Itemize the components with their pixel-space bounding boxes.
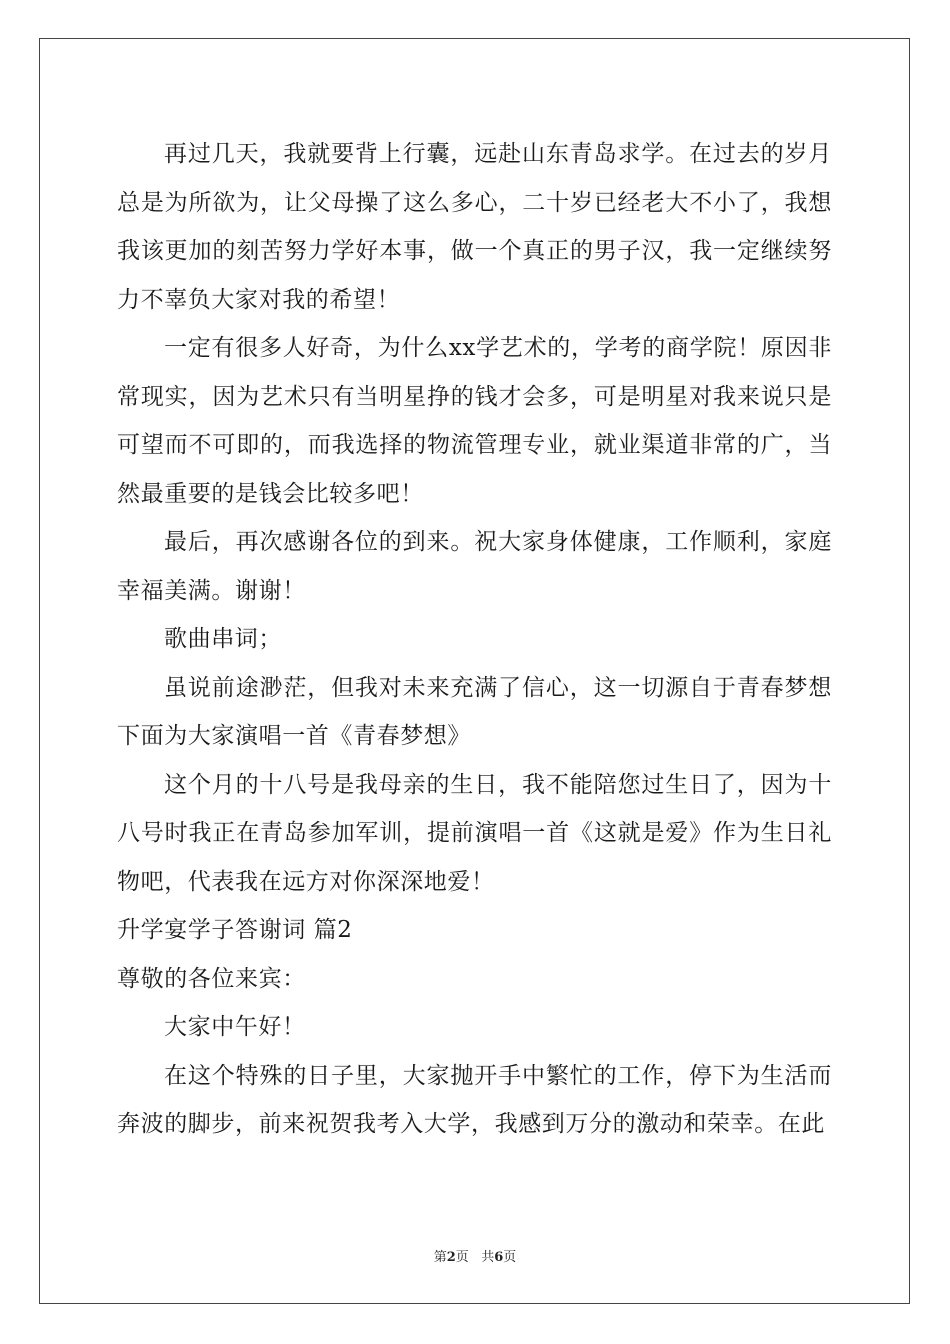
total-pages: 6	[494, 1250, 504, 1265]
paragraph-10: 在这个特殊的日子里，大家抛开手中繁忙的工作，停下为生活而奔波的脚步，前来祝贺我考入大学，我感到万分的激动和荣幸。在此	[117, 1062, 832, 1137]
page-number: 2	[446, 1250, 456, 1265]
total-suffix: 页	[503, 1250, 517, 1265]
page-suffix: 页	[455, 1250, 469, 1265]
paragraph-6: 这个月的十八号是我母亲的生日，我不能陪您过生日了，因为十八号时我正在青岛参加军训，提前演唱一首《这就是爱》作为生日礼物吧，代表我在远方对你深深地爱！	[117, 771, 832, 895]
greeting: 大家中午好！	[164, 1014, 306, 1040]
page-footer	[0, 1246, 950, 1265]
document-body	[117, 130, 832, 1149]
paragraph-5: 虽说前途渺茫，但我对未来充满了信心，这一切源自于青春梦想下面为大家演唱一首《青春梦想》	[117, 674, 832, 749]
salutation: 尊敬的各位来宾：	[117, 965, 306, 992]
total-prefix: 共	[481, 1250, 495, 1265]
paragraph-3: 最后，再次感谢各位的到来。祝大家身体健康，工作顺利，家庭幸福美满。谢谢！	[117, 529, 832, 604]
paragraph-2: 一定有很多人好奇，为什么xx学艺术的，学考的商学院！原因非常现实，因为艺术只有当明星挣的钱才会多，可是明星对我来说只是可望而不可即的，而我选择的物流管理专业，就业渠道非常的广，当然最重要的是钱会比较多吧！	[117, 335, 832, 507]
page-prefix: 第	[433, 1250, 447, 1265]
paragraph-1: 再过几天，我就要背上行囊，远赴山东青岛求学。在过去的岁月总是为所欲为，让父母操了这么多心，二十岁已经老大不小了，我想我该更加的刻苦努力学好本事，做一个真正的男子汉，我一定继续努力不辜负大家对我的希望！	[117, 141, 832, 313]
paragraph-4: 歌曲串词；	[164, 626, 282, 652]
section-heading: 升学宴学子答谢词 篇2	[117, 917, 353, 943]
